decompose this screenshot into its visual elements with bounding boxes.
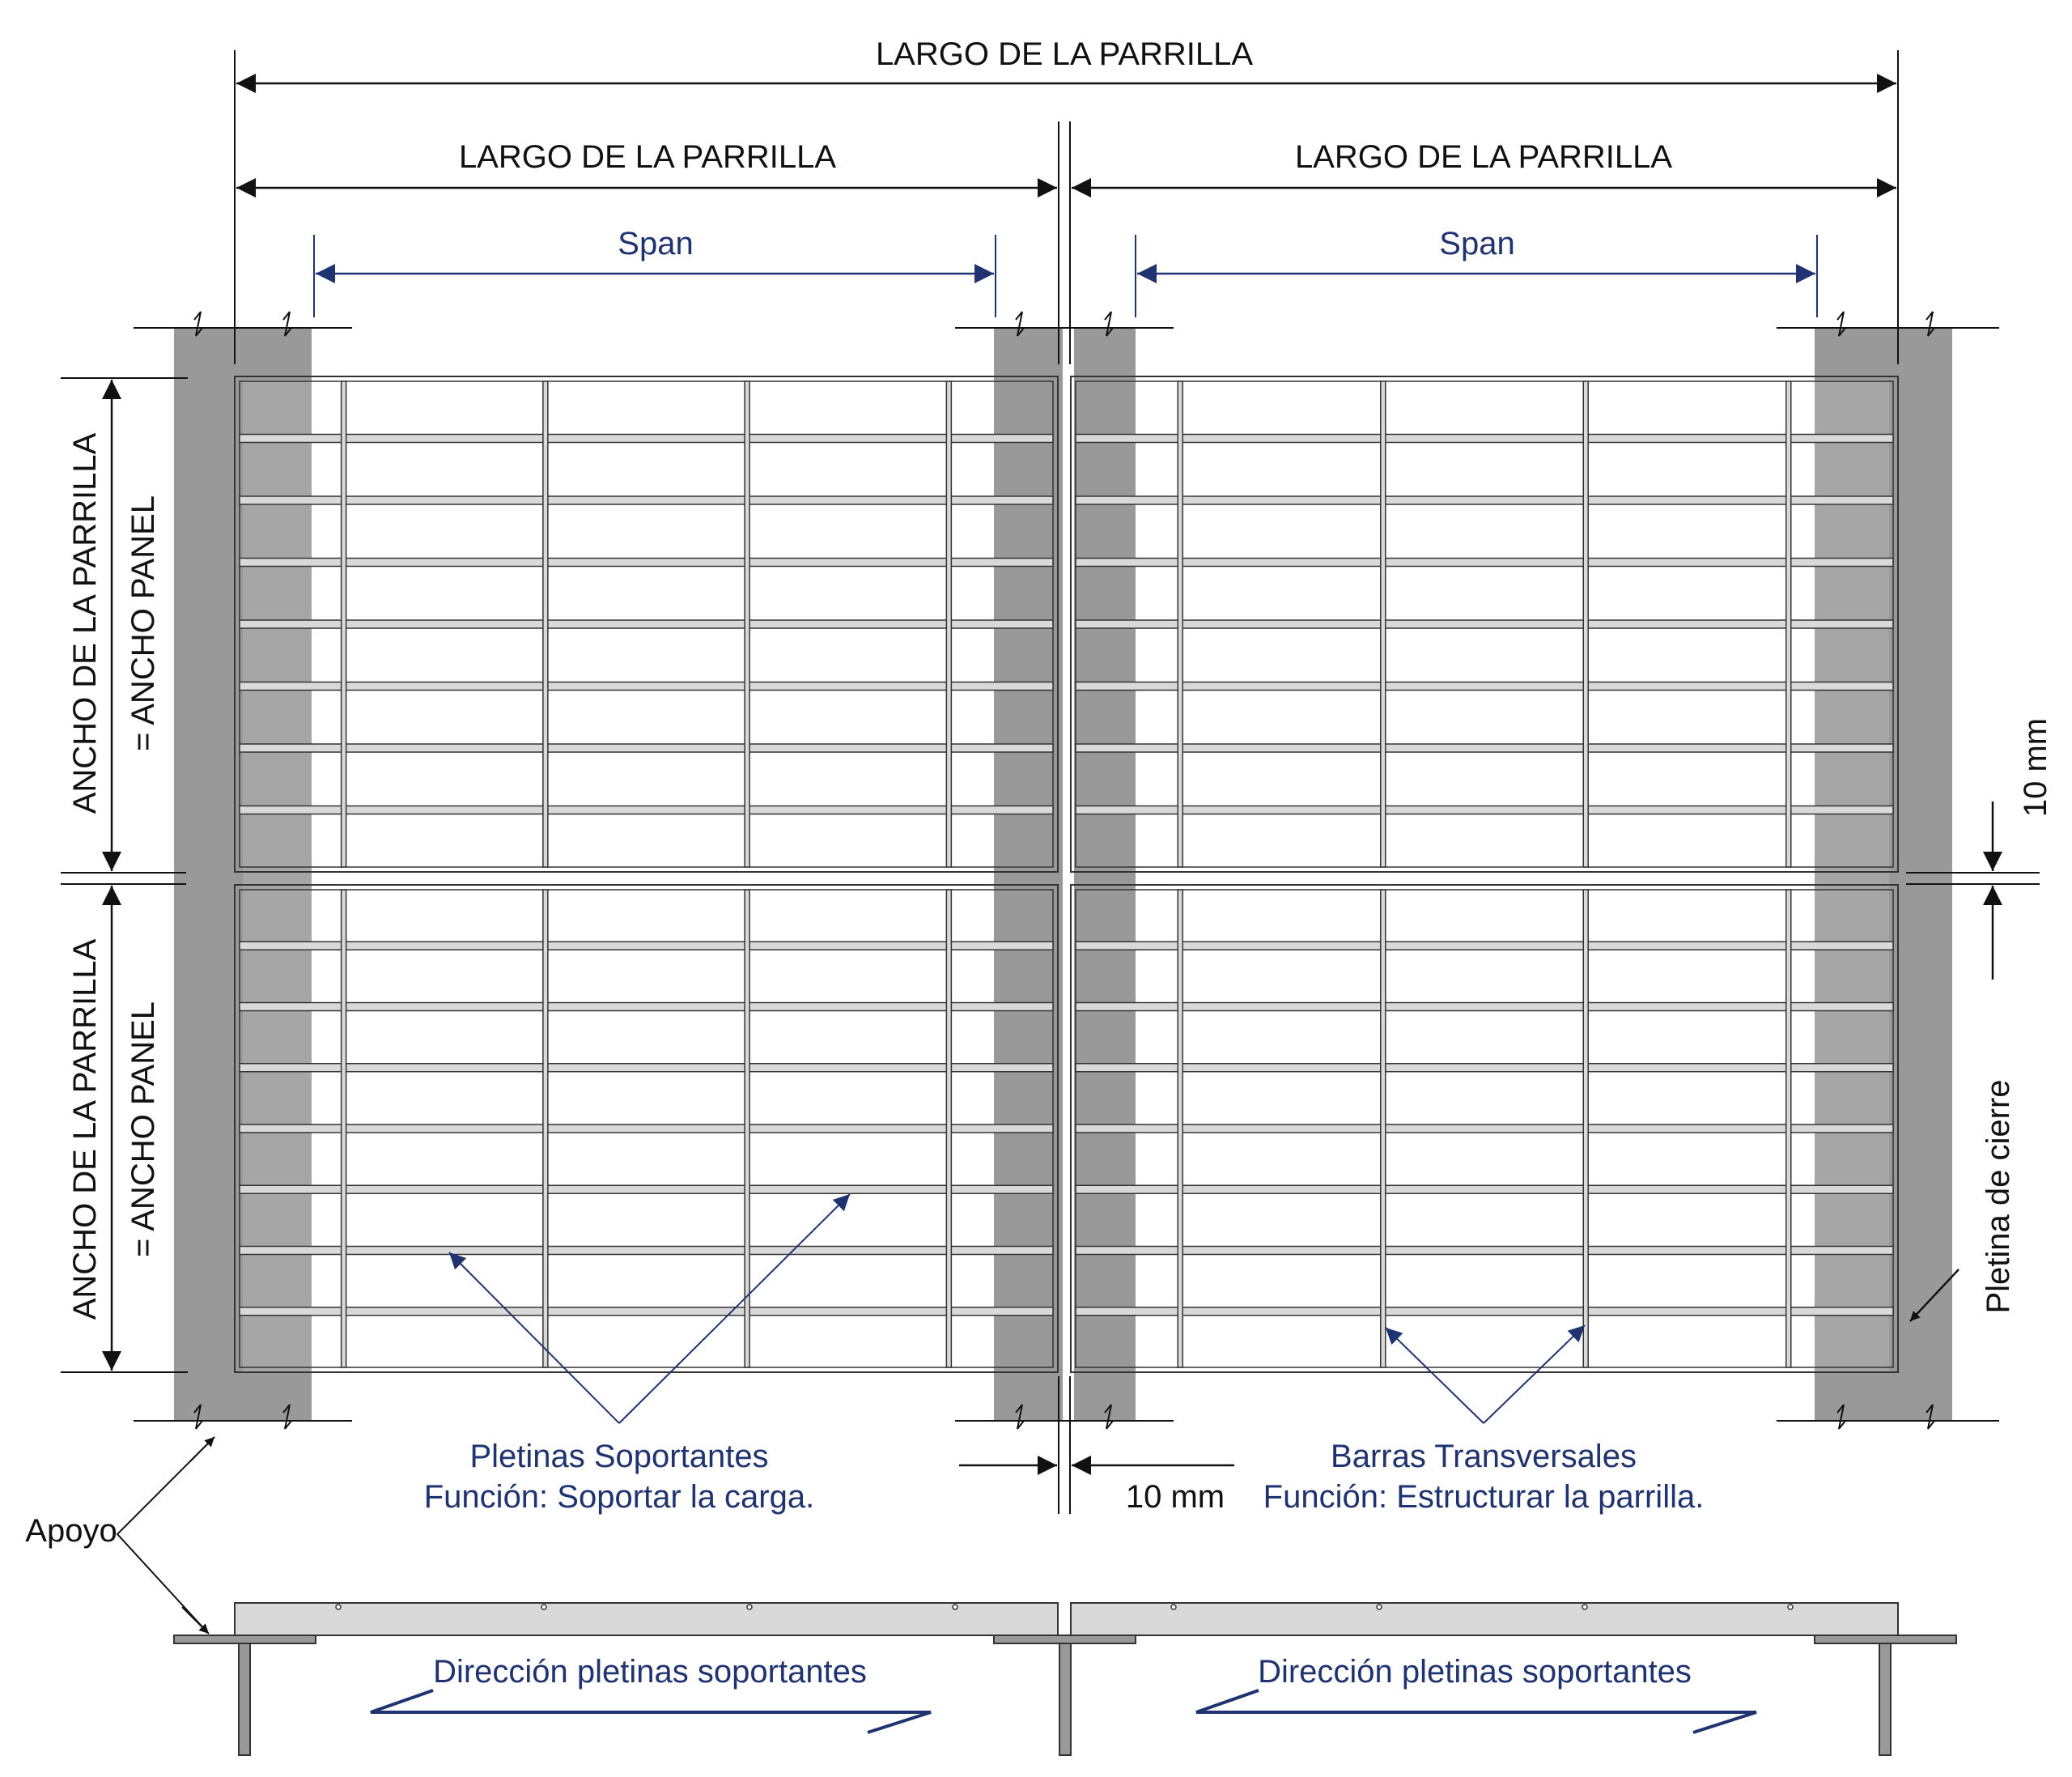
- bearing-bar: [240, 1064, 1053, 1072]
- grating-panels: [235, 376, 1898, 1372]
- bearing-bar: [240, 744, 1053, 752]
- beam-left: [174, 1635, 316, 1755]
- bearing-bar: [1076, 942, 1893, 950]
- bearing-bar: [1076, 1003, 1893, 1011]
- dimension-width-bottom: [61, 886, 188, 1372]
- bearing-bar: [240, 559, 1053, 567]
- cross-bar: [745, 381, 749, 867]
- bearing-bar: [1076, 435, 1893, 443]
- supports-plan: [174, 328, 1952, 1421]
- overall-length-label: LARGO DE LA PARRILLA: [875, 36, 1254, 72]
- dimension-width-top: [61, 378, 188, 871]
- cross-bar: [543, 890, 548, 1367]
- width-top-label-line2: = ANCHO PANEL: [125, 495, 161, 752]
- panel-length-left-label: LARGO DE LA PARRILLA: [458, 139, 837, 175]
- cross-bar: [1583, 381, 1588, 867]
- span-right-label: Span: [1439, 226, 1515, 261]
- support-center-right: [1074, 328, 1136, 1421]
- bearing-bar: [240, 942, 1053, 950]
- bearing-bar: [240, 435, 1053, 443]
- grating-side-left: [235, 1603, 1058, 1635]
- dimension-panel-length-right: [1072, 139, 1896, 188]
- dimension-gap-vertical: [1993, 718, 2053, 980]
- bearing-bar: [240, 1003, 1053, 1011]
- section-view: [174, 1603, 1956, 1755]
- panel-top-right: [1071, 376, 1898, 872]
- bearing-bar: [240, 1247, 1053, 1255]
- bearing-bars-title: Pletinas Soportantes: [469, 1439, 769, 1474]
- dimension-overall-length: [235, 36, 1898, 364]
- grating-side-right: [1071, 1603, 1898, 1635]
- dimension-gap-horizontal: [959, 1465, 1234, 1515]
- cross-bar: [342, 381, 346, 867]
- beam-right: [1815, 1635, 1956, 1755]
- dimension-span-left: [314, 226, 996, 317]
- bearing-bar: [240, 1185, 1053, 1193]
- support-callout: [25, 1437, 214, 1634]
- panel-length-right-label: LARGO DE LA PARRILLA: [1294, 139, 1673, 175]
- cross-bar: [1786, 381, 1791, 867]
- gap-horizontal-label: 10 mm: [1125, 1479, 1225, 1515]
- cross-bar: [543, 381, 548, 867]
- bearing-bar: [1076, 1124, 1893, 1133]
- panel-bottom-right: [1071, 885, 1898, 1372]
- bearing-bar: [1076, 620, 1893, 628]
- support-left-overlap: [243, 380, 312, 1372]
- direction-left-label: Dirección pletinas soportantes: [433, 1654, 867, 1690]
- cross-bars-function: Función: Estructurar la parrilla.: [1263, 1479, 1705, 1515]
- panel-bottom-left: [235, 885, 1058, 1372]
- bearing-bar: [1076, 1307, 1893, 1316]
- bearing-bar: [240, 1307, 1053, 1316]
- bearing-bar: [1076, 1064, 1893, 1072]
- direction-arrow-left: [371, 1690, 931, 1732]
- bearing-bar: [1076, 1247, 1893, 1255]
- bearing-bar: [1076, 559, 1893, 567]
- closing-bar-label: Pletina de cierre: [1981, 1079, 2016, 1314]
- bearing-bar: [240, 1124, 1053, 1133]
- span-left-label: Span: [618, 226, 694, 261]
- cross-bar: [1178, 381, 1182, 867]
- cross-bar: [1381, 381, 1386, 867]
- cross-bar: [1381, 890, 1386, 1367]
- cross-bars-title: Barras Transversales: [1331, 1439, 1637, 1474]
- cross-bar: [1583, 890, 1588, 1367]
- bearing-bar: [240, 682, 1053, 691]
- width-bottom-label-line2: = ANCHO PANEL: [125, 1001, 161, 1258]
- width-top-label-line1: ANCHO DE LA PARRILLA: [67, 432, 103, 814]
- direction-right-label: Dirección pletinas soportantes: [1258, 1654, 1692, 1690]
- cross-bar: [1178, 890, 1182, 1367]
- support-edge-lines: [134, 312, 1999, 1429]
- bearing-bars-callout: [424, 1194, 850, 1515]
- cross-bar: [342, 890, 346, 1367]
- bearing-bar: [240, 496, 1053, 504]
- dimension-span-right: [1136, 226, 1817, 317]
- bearing-bar: [1076, 806, 1893, 814]
- direction-arrow-right: [1196, 1690, 1756, 1732]
- support-label: Apoyo: [25, 1513, 117, 1549]
- panel-top-left: [235, 376, 1058, 872]
- gap-vertical-label: 10 mm: [2018, 717, 2053, 818]
- bearing-bar: [1076, 682, 1893, 691]
- cross-bar: [1786, 890, 1791, 1367]
- bearing-bar: [1076, 1185, 1893, 1193]
- bearing-bars-function: Función: Soportar la carga.: [423, 1479, 815, 1515]
- cross-bars-callout: [1263, 1325, 1705, 1515]
- beam-center: [994, 1635, 1136, 1755]
- width-bottom-label-line1: ANCHO DE LA PARRILLA: [67, 938, 103, 1320]
- bearing-bar: [1076, 496, 1893, 504]
- cross-bar: [946, 890, 951, 1367]
- bearing-bar: [1076, 744, 1893, 752]
- cross-bar: [946, 381, 951, 867]
- bearing-bar: [240, 620, 1053, 628]
- bearing-bar: [240, 806, 1053, 814]
- dimension-panel-length-left: [236, 139, 1057, 188]
- support-right-overlap: [1815, 380, 1889, 1372]
